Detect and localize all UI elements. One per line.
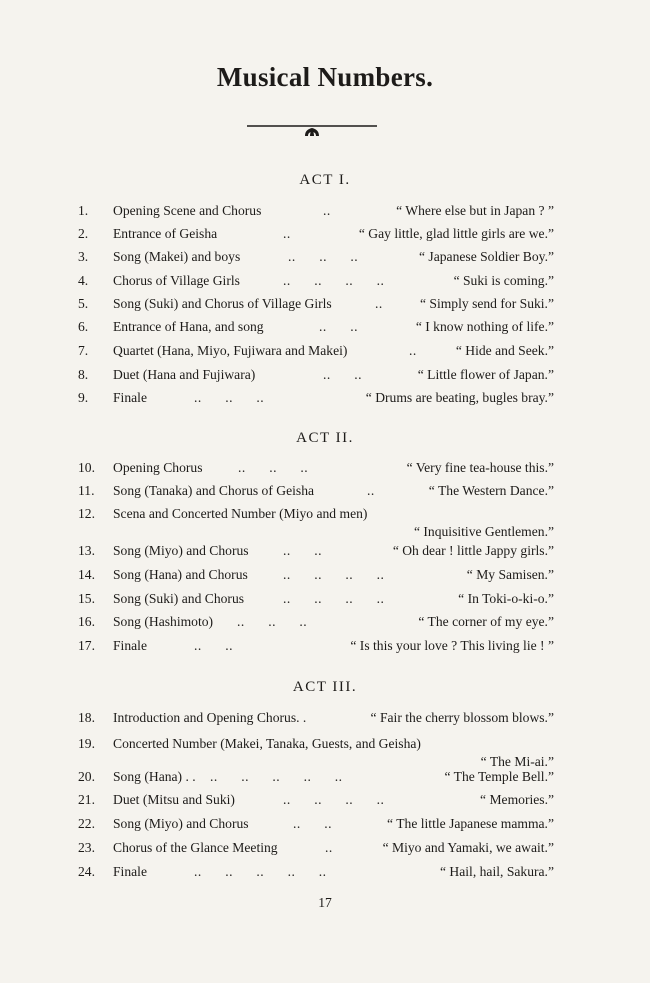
musical-number-row <box>78 588 554 610</box>
musical-number-row <box>78 733 554 769</box>
number-index: 19. <box>78 736 95 751</box>
musical-number-row <box>78 837 554 859</box>
number-description: Chorus of Village Girls <box>113 273 240 288</box>
song-title: “ Oh dear ! little Jappy girls.” <box>392 543 554 558</box>
number-index: 11. <box>78 483 95 498</box>
song-title: “ The corner of my eye.” <box>418 614 554 629</box>
musical-number-row <box>78 789 554 811</box>
number-index: 2. <box>78 226 89 241</box>
leader-dots: .. .. .. .. <box>283 591 385 606</box>
song-title: “ In Toki-o-ki-o.” <box>458 591 554 606</box>
musical-number-row <box>78 270 554 292</box>
leader-dots: .. <box>367 483 375 498</box>
song-title: “ Simply send for Suki.” <box>419 296 554 311</box>
number-index: 23. <box>78 840 95 855</box>
leader-dots: .. .. .. .. <box>283 567 385 582</box>
musical-number-row <box>78 457 554 479</box>
number-index: 6. <box>78 319 89 334</box>
number-description: Song (Suki) and Chorus of Village Girls <box>113 296 332 311</box>
number-description: Finale <box>113 390 147 405</box>
leader-dots: .. <box>323 203 331 218</box>
act-heading: ACT I. <box>299 172 351 188</box>
song-title: “ Miyo and Yamaki, we await.” <box>382 840 554 855</box>
musical-number-row <box>78 387 554 409</box>
song-title: “ The Western Dance.” <box>428 483 554 498</box>
number-description: Entrance of Hana, and song <box>113 319 264 334</box>
number-description: Duet (Mitsu and Suki) <box>113 792 235 807</box>
number-description: Song (Miyo) and Chorus <box>113 816 249 831</box>
number-index: 3. <box>78 249 89 264</box>
number-description: Introduction and Opening Chorus. . <box>113 710 307 725</box>
number-index: 20. <box>78 769 95 784</box>
song-title: “ The Temple Bell.” <box>444 769 554 784</box>
musical-number-row <box>78 540 554 562</box>
musical-number-row <box>78 340 554 362</box>
song-title: “ Inquisitive Gentlemen.” <box>413 524 554 539</box>
musical-number-row <box>78 480 554 502</box>
number-description: Duet (Hana and Fujiwara) <box>113 367 256 382</box>
musical-number-row <box>78 503 554 539</box>
musical-number-row <box>78 766 554 788</box>
song-title: “ My Samisen.” <box>466 567 554 582</box>
song-title: “ I know nothing of life.” <box>415 319 554 334</box>
leader-dots: .. .. .. <box>194 390 265 405</box>
number-description: Quartet (Hana, Miyo, Fujiwara and Makei) <box>113 343 348 358</box>
number-description: Song (Suki) and Chorus <box>113 591 245 606</box>
musical-number-row <box>78 223 554 245</box>
leader-dots: .. <box>283 226 291 241</box>
number-index: 21. <box>78 792 95 807</box>
song-title: “ Drums are beating, bugles bray.” <box>365 390 554 405</box>
number-index: 12. <box>78 506 95 521</box>
leader-dots: .. <box>409 343 417 358</box>
fleuron-divider-icon <box>247 123 377 137</box>
number-description: Finale <box>113 638 147 653</box>
song-title: “ Memories.” <box>480 792 554 807</box>
musical-number-row <box>78 316 554 338</box>
song-title: “ Little flower of Japan.” <box>417 367 554 382</box>
number-description: Chorus of the Glance Meeting <box>113 840 278 855</box>
musical-number-row <box>78 635 554 657</box>
number-description: Song (Hashimoto) <box>113 614 214 629</box>
number-description: Finale <box>113 864 147 879</box>
number-description: Song (Makei) and boys <box>113 249 241 264</box>
number-index: 15. <box>78 591 95 606</box>
act-heading: ACT II. <box>296 430 354 446</box>
song-title: “ Suki is coming.” <box>453 273 554 288</box>
number-index: 10. <box>78 460 95 475</box>
song-title: “ The little Japanese mamma.” <box>387 816 554 831</box>
leader-dots: .. .. <box>293 816 332 831</box>
song-title: “ Very fine tea-house this.” <box>406 460 554 475</box>
song-title: “ Hail, hail, Sakura.” <box>440 864 554 879</box>
musical-number-row <box>78 813 554 835</box>
number-index: 16. <box>78 614 95 629</box>
number-description: Opening Scene and Chorus <box>113 203 262 218</box>
act-heading: ACT III. <box>292 679 358 695</box>
leader-dots: .. .. <box>194 638 233 653</box>
musical-number-row <box>78 364 554 386</box>
number-index: 5. <box>78 296 89 311</box>
leader-dots: .. .. <box>319 319 358 334</box>
leader-dots: .. .. .. .. .. <box>210 769 343 784</box>
number-description: Song (Tanaka) and Chorus of Geisha <box>113 483 315 498</box>
number-description: Song (Miyo) and Chorus <box>113 543 249 558</box>
number-index: 8. <box>78 367 89 382</box>
number-description: Entrance of Geisha <box>113 226 218 241</box>
number-index: 4. <box>78 273 89 288</box>
number-description: Concerted Number (Makei, Tanaka, Guests, and Geisha) <box>113 736 421 751</box>
leader-dots: .. <box>325 840 333 855</box>
musical-number-row <box>78 611 554 633</box>
leader-dots: .. <box>375 296 383 311</box>
number-index: 17. <box>78 638 95 653</box>
leader-dots: .. .. .. .. .. <box>194 864 327 879</box>
song-title: “ The Mi-ai.” <box>480 754 554 769</box>
musical-number-row <box>78 707 554 729</box>
musical-number-row <box>78 861 554 883</box>
song-title: “ Where else but in Japan ? ” <box>396 203 554 218</box>
song-title: “ Hide and Seek.” <box>455 343 554 358</box>
number-index: 22. <box>78 816 95 831</box>
musical-number-row <box>78 246 554 268</box>
number-index: 9. <box>78 390 89 405</box>
number-index: 14. <box>78 567 95 582</box>
number-description: Scena and Concerted Number (Miyo and men) <box>113 506 368 521</box>
song-title: “ Is this your love ? This living lie ! ” <box>350 638 554 653</box>
leader-dots: .. .. <box>283 543 322 558</box>
page-number: 17 <box>318 895 332 910</box>
number-description: Opening Chorus <box>113 460 203 475</box>
leader-dots: .. .. .. .. <box>283 273 385 288</box>
leader-dots: .. .. <box>323 367 362 382</box>
number-index: 1. <box>78 203 89 218</box>
musical-number-row <box>78 293 554 315</box>
number-index: 7. <box>78 343 89 358</box>
number-index: 13. <box>78 543 95 558</box>
leader-dots: .. .. .. <box>288 249 359 264</box>
song-title: “ Japanese Soldier Boy.” <box>418 249 554 264</box>
page-title: Musical Numbers. <box>216 62 434 92</box>
number-description: Song (Hana) . . <box>113 769 196 784</box>
musical-number-row <box>78 200 554 222</box>
leader-dots: .. .. .. <box>237 614 308 629</box>
leader-dots: .. .. .. .. <box>283 792 385 807</box>
musical-number-row <box>78 564 554 586</box>
leader-dots: .. .. .. <box>238 460 309 475</box>
song-title: “ Gay little, glad little girls are we.” <box>358 226 554 241</box>
number-index: 18. <box>78 710 95 725</box>
song-title: “ Fair the cherry blossom blows.” <box>370 710 554 725</box>
number-index: 24. <box>78 864 95 879</box>
number-description: Song (Hana) and Chorus <box>113 567 248 582</box>
